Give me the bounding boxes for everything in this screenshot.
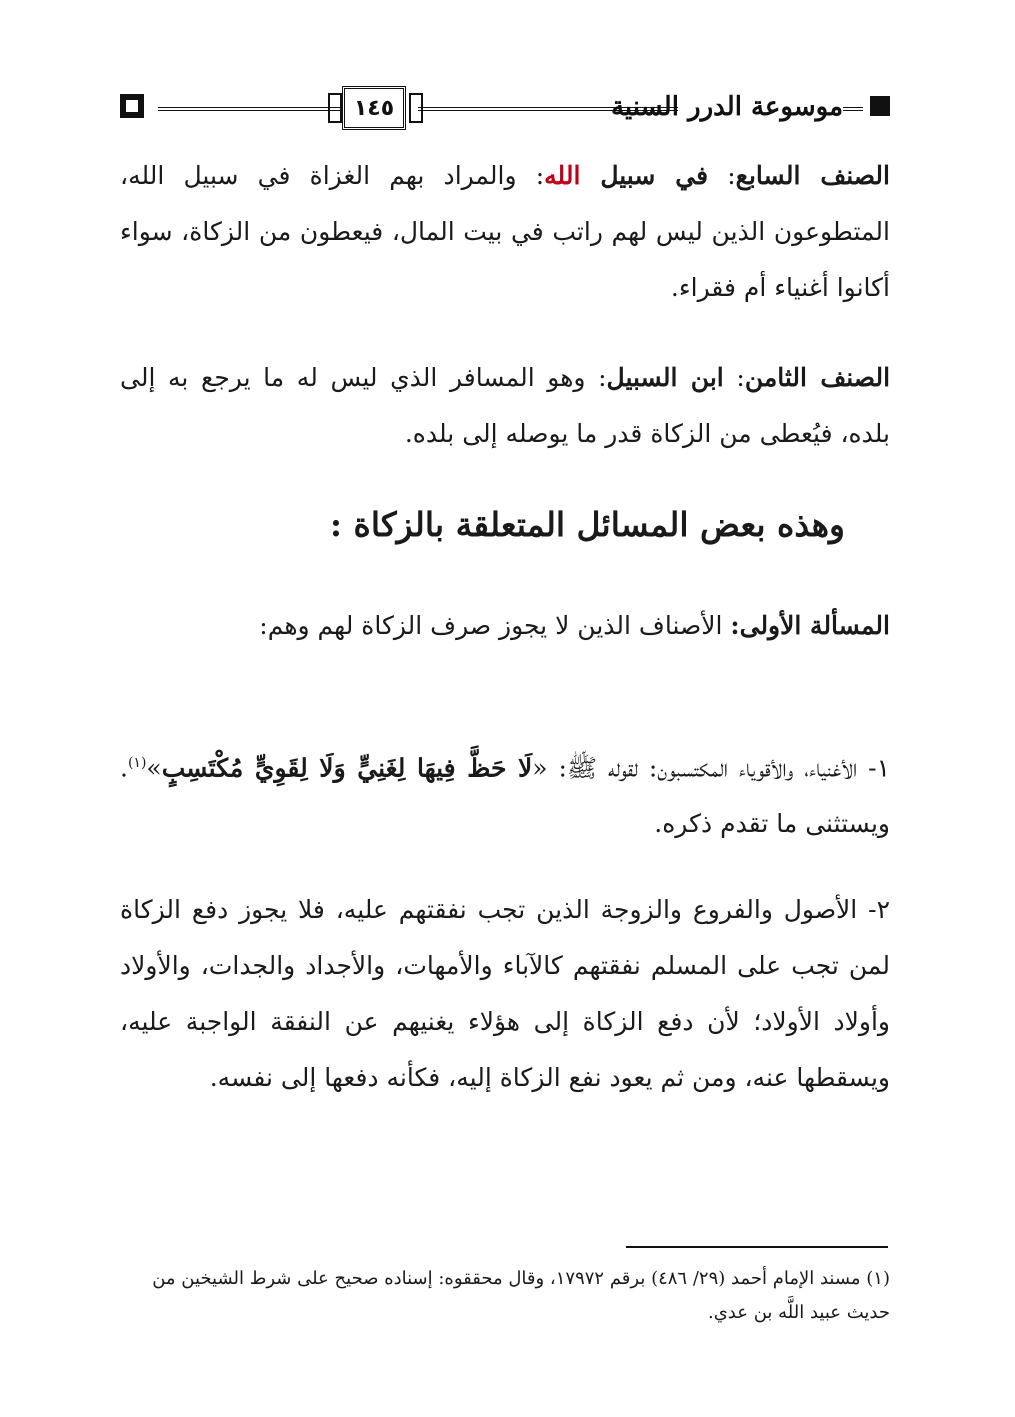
page-number-ornament [328, 93, 342, 123]
colon: : [708, 161, 736, 190]
page-number: ١٤٥ [342, 86, 406, 130]
category-label: الصنف الثامن [744, 363, 891, 392]
issue-label: المسألة الأولى: [730, 611, 890, 640]
header-ornament-square-inner [126, 100, 138, 112]
footnote-reference[interactable]: (١) [127, 755, 147, 771]
list-item [120, 882, 890, 1106]
category-label: الصنف السابع [735, 161, 890, 190]
header-ornament-square [870, 96, 890, 116]
list-item [120, 735, 890, 852]
paragraph-text: : وهو المسافر الذي ليس له ما يرجع به إلى بلده، فيُعطى من الزكاة قدر ما يوصله إلى بلده. [120, 363, 890, 448]
paragraph-first-issue [120, 598, 890, 654]
item-text: الأصول والفروع والزوجة الذين تجب نفقتهم عليه، فلا يجوز دفع الزكاة لمن تجب على المسلم نفقتهم كالآباء والأمهات، والأجداد والجدات، والأولاد وأولاد الأولاد؛ لأن دفع الزكاة إلى هؤلاء يغنيهم عن النفقة الواجبة عليه، ويسقطها عنه، ومن ثم يعود نفع الزكاة إليه، فكأنه دفعها إلى نفسه. [120, 895, 890, 1092]
colon: : [723, 363, 745, 392]
item-number: ٢- [857, 895, 891, 924]
header-rule [843, 107, 863, 111]
item-number: ١- [857, 753, 890, 783]
book-title: موسوعة الدرر السنية [610, 92, 843, 122]
page-header [118, 84, 893, 130]
footnote-text: مسند الإمام أحمد (٢٩/ ٤٨٦) برقم ١٧٩٧٢، وقال محققوه: إسناده صحيح على شرط الشيخين من حديث عبيد اللَّه بن عدي. [152, 1268, 890, 1323]
section-heading: وهذه بعض المسائل المتعلقة بالزكاة : [329, 505, 845, 544]
item-text: . ويستثنى ما تقدم ذكره. [120, 753, 890, 839]
paragraph-seventh-category [120, 148, 890, 316]
category-term: ابن السبيل [606, 363, 724, 392]
quote-close: » [146, 753, 162, 783]
item-text: الأغنياء، والأقوياء المكتسبون: لقوله ﷺ: « [532, 753, 858, 783]
footnote-marker: (١) [860, 1268, 890, 1289]
paragraph-text: الأصناف الذين لا يجوز صرف الزكاة لهم وهم: [259, 611, 731, 640]
footnote-divider [626, 1246, 888, 1248]
divine-name: الله [544, 161, 581, 190]
hadith-quote: لَا حَظَّ فِيهَا لِغَنِيٍّ وَلَا لِقَوِيٍّ مُكْتَسِبٍ [161, 753, 533, 783]
paragraph-text: : والمراد بهم الغزاة في سبيل الله، المتطوعون الذين ليس لهم راتب في بيت المال، فيعطون من الزكاة، سواء أكانوا أغنياء أم فقراء. [120, 161, 890, 302]
footnote [120, 1262, 890, 1330]
category-term: في سبيل [580, 161, 709, 190]
paragraph-eighth-category [120, 350, 890, 462]
